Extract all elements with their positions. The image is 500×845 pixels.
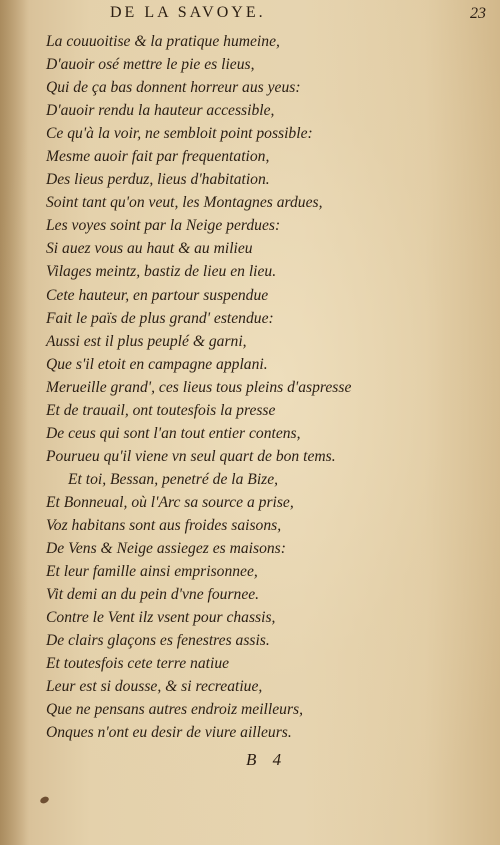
verse-line: D'auoir osé mettre le pie es lieus, <box>46 56 255 74</box>
verse-line: Vilages meintz, bastiz de lieu en lieu. <box>46 263 277 281</box>
verse-line: Si auez vous au haut & au milieu <box>46 240 253 258</box>
verse-line: Merueille grand', ces lieus tous pleins d'aspresse <box>46 378 352 396</box>
verse-line: Vit demi an du pein d'vne fournee. <box>46 586 260 604</box>
verse-line: Qui de ça bas donnent horreur aus yeus: <box>46 79 301 97</box>
ink-stain <box>39 795 50 804</box>
verse-line: Soint tant qu'on veut, les Montagnes ardues, <box>46 194 323 212</box>
verse-line: Mesme auoir fait par frequentation, <box>46 148 270 166</box>
poem-text <box>46 30 491 744</box>
running-head: DE LA SAVOYE. <box>110 4 266 21</box>
verse-line: Pourueu qu'il viene vn seul quart de bon tems. <box>46 447 336 465</box>
verse-line: Des lieus perduz, lieus d'habitation. <box>46 171 270 189</box>
verse-line: De ceus qui sont l'an tout entier contens, <box>46 424 301 442</box>
verse-line: Cete hauteur, en partour suspendue <box>46 286 269 304</box>
verse-line: Onques n'ont eu desir de viure ailleurs. <box>46 724 292 742</box>
verse-line: D'auoir rendu la hauteur accessible, <box>46 102 275 120</box>
verse-line: De clairs glaçons es fenestres assis. <box>46 632 270 650</box>
verse-line: Leur est si dousse, & si recreatiue, <box>46 678 263 696</box>
verse-line: Et toi, Bessan, penetré de la Bize, <box>68 470 279 488</box>
verse-line: Fait le païs de plus grand' estendue: <box>46 309 274 327</box>
verse-line: Et Bonneual, où l'Arc sa source a prise, <box>46 493 294 511</box>
verse-line: Voz habitans sont aus froides saisons, <box>46 516 282 534</box>
verse-line: Contre le Vent ilz vsent pour chassis, <box>46 609 276 627</box>
signature-mark: B 4 <box>246 750 288 769</box>
verse-line: Et leur famille ainsi emprisonnee, <box>46 563 258 581</box>
verse-line: Les voyes soint par la Neige perdues: <box>46 217 281 235</box>
verse-line: Et de trauail, ont toutesfois la presse <box>46 401 276 419</box>
page-number: 23 <box>470 5 486 22</box>
verse-line: De Vens & Neige assiegez es maisons: <box>46 540 286 558</box>
verse-line: Aussi est il plus peuplé & garni, <box>46 332 247 350</box>
verse-line: Et toutesfois cete terre natiue <box>46 655 230 673</box>
verse-line: La couuoitise & la pratique humeine, <box>46 33 280 50</box>
verse-line: Ce qu'à la voir, ne sembloit point possible: <box>46 125 313 143</box>
verse-line: Que s'il etoit en campagne applani. <box>46 355 268 373</box>
verse-line: Que ne pensans autres endroiz meilleurs, <box>46 701 303 719</box>
